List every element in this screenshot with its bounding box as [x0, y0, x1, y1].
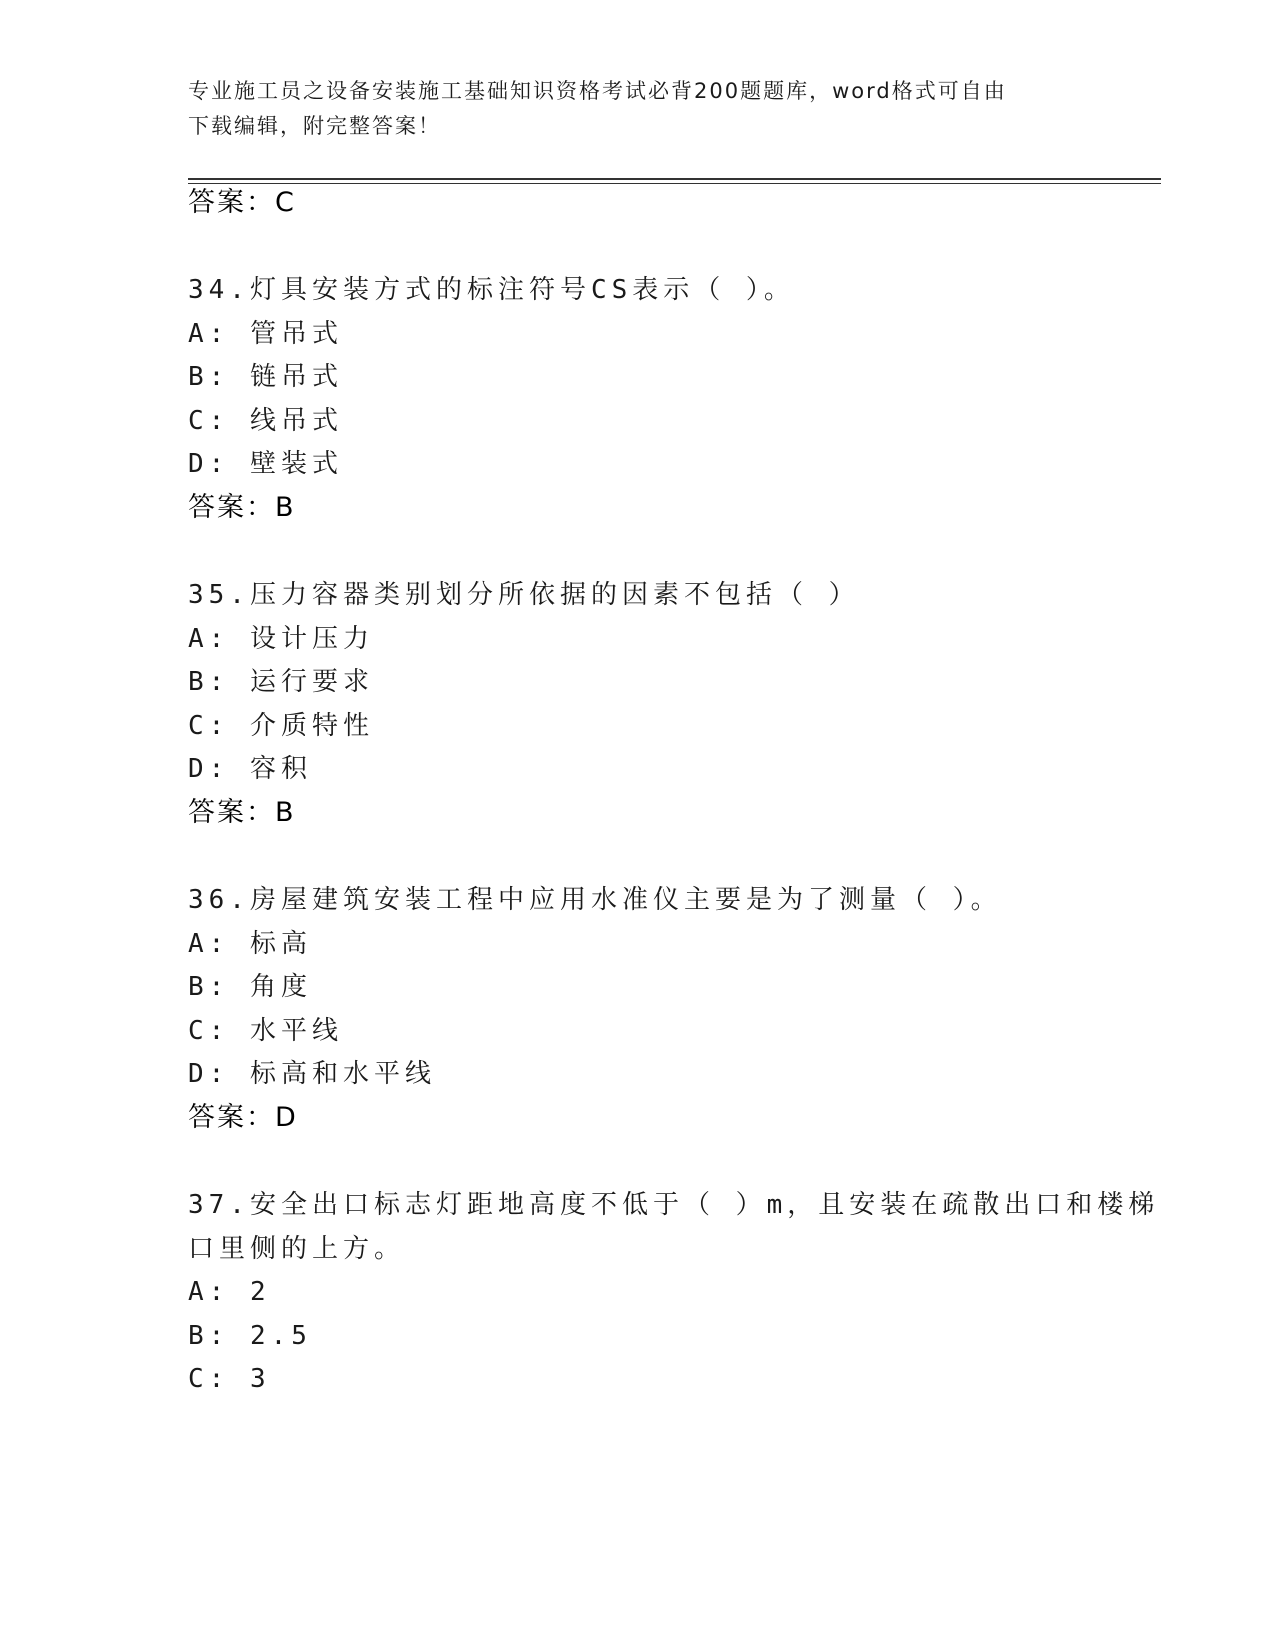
question-stem-line-2: 口里侧的上方。 — [188, 1234, 406, 1264]
answer: 答案：B — [188, 492, 296, 523]
option-a: A: 标高 — [188, 929, 312, 959]
header-divider-thick — [188, 178, 1161, 180]
option-a: A: 2 — [188, 1277, 271, 1307]
option-d: D: 标高和水平线 — [188, 1059, 436, 1089]
answer-previous: 答案：C — [188, 187, 296, 218]
option-d: D: 容积 — [188, 754, 312, 784]
option-c: C: 线吊式 — [188, 406, 343, 436]
answer: 答案：B — [188, 797, 296, 828]
question-stem: 36.房屋建筑安装工程中应用水准仪主要是为了测量（ ）。 — [188, 885, 1002, 915]
question-stem-line-1: 37.安全出口标志灯距地高度不低于（ ）m，且安装在疏散出口和楼梯 — [188, 1190, 1160, 1220]
option-a: A: 管吊式 — [188, 319, 343, 349]
option-d: D: 壁装式 — [188, 449, 343, 479]
header-line-2: 下载编辑，附完整答案！ — [188, 114, 441, 138]
option-b: B: 2.5 — [188, 1321, 312, 1351]
option-c: C: 介质特性 — [188, 711, 374, 741]
answer: 答案：D — [188, 1102, 298, 1133]
question-stem: 34.灯具安装方式的标注符号CS表示（ ）。 — [188, 275, 795, 305]
option-c: C: 水平线 — [188, 1016, 343, 1046]
option-b: B: 链吊式 — [188, 362, 343, 392]
option-c: C: 3 — [188, 1364, 271, 1394]
option-b: B: 角度 — [188, 972, 312, 1002]
option-b: B: 运行要求 — [188, 667, 374, 697]
question-stem: 35.压力容器类别划分所依据的因素不包括（ ） — [188, 580, 860, 610]
header-divider-thin — [188, 183, 1161, 184]
document-header — [188, 74, 1088, 144]
option-a: A: 设计压力 — [188, 624, 374, 654]
header-line-1: 专业施工员之设备安装施工基础知识资格考试必背200题题库，word格式可自由 — [188, 79, 1007, 103]
